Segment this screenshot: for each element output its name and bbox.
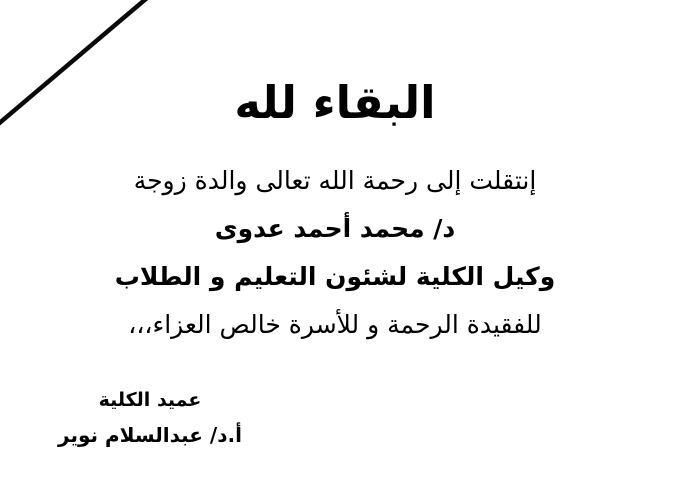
person-role-line: وكيل الكلية لشئون التعليم و الطلاب <box>114 262 556 291</box>
signature-name: أ.د/ عبدالسلام نوير <box>58 423 242 447</box>
condolence-line: للفقيدة الرحمة و للأسرة خالص العزاء،،، <box>128 310 542 339</box>
signature-role: عميد الكلية <box>98 389 202 411</box>
person-name-line: د/ محمد أحمد عدوى <box>214 214 456 243</box>
intro-line: إنتقلت إلى رحمة الله تعالى والدة زوجة <box>133 166 537 195</box>
document-body <box>0 157 670 349</box>
document-title: البقاء لله <box>234 76 436 129</box>
signature-block <box>38 383 262 453</box>
